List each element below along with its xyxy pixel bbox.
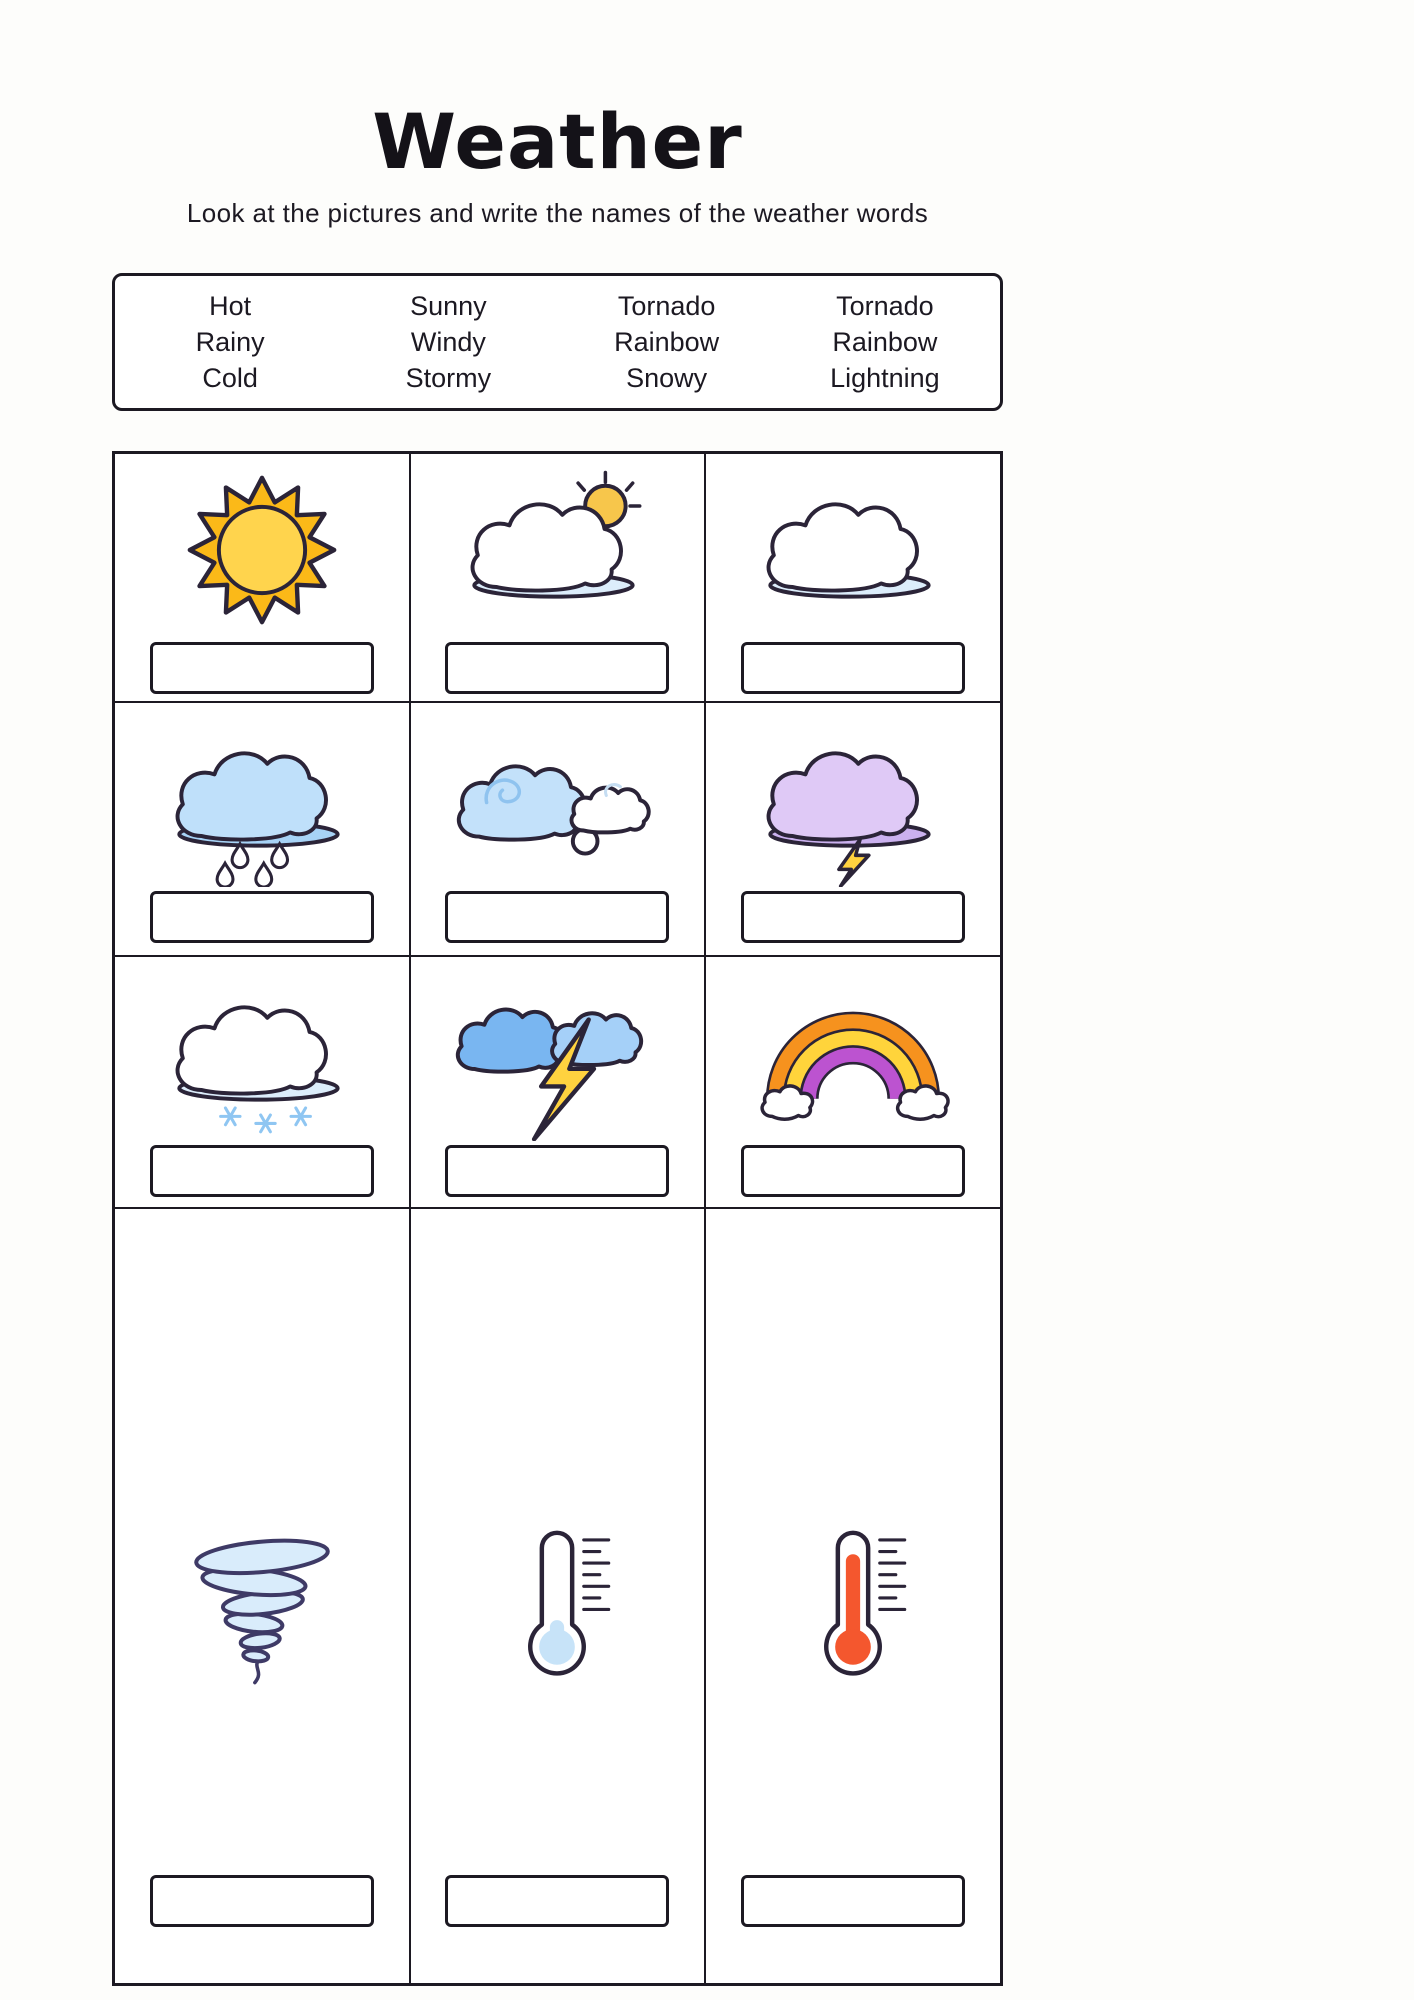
wind-cloud-icon bbox=[450, 711, 664, 887]
word-bank-word: Snowy bbox=[626, 363, 708, 393]
hot-thermometer-icon bbox=[746, 1505, 960, 1689]
grid-cell-cold bbox=[410, 1208, 706, 1984]
grid-cell-snowy bbox=[114, 956, 410, 1208]
answer-box-sunny[interactable] bbox=[150, 642, 374, 694]
grid-cell-cloudy bbox=[705, 453, 1001, 702]
snow-cloud-icon bbox=[155, 965, 369, 1141]
word-bank-word: Cold bbox=[202, 363, 258, 393]
answer-box-hot[interactable] bbox=[741, 1875, 965, 1927]
grid-cell-lightning bbox=[410, 956, 706, 1208]
answer-box-snowy[interactable] bbox=[150, 1145, 374, 1197]
grid-cell-sunny bbox=[114, 453, 410, 702]
word-bank-word: Stormy bbox=[405, 363, 492, 393]
word-bank-word: Lightning bbox=[830, 363, 940, 393]
answer-box-windy[interactable] bbox=[445, 891, 669, 943]
page-title: Weather bbox=[372, 97, 743, 186]
grid-cell-partly-cloudy bbox=[410, 453, 706, 702]
word-bank-word: Tornado bbox=[617, 291, 716, 321]
answer-box-cold[interactable] bbox=[445, 1875, 669, 1927]
cloud-icon bbox=[746, 462, 960, 638]
word-bank bbox=[112, 273, 1003, 411]
answer-box-stormy[interactable] bbox=[741, 891, 965, 943]
grid-cell-rainbow bbox=[705, 956, 1001, 1208]
word-bank-word: Sunny bbox=[410, 291, 487, 321]
rainbow-icon bbox=[746, 965, 960, 1141]
grid-cell-windy bbox=[410, 702, 706, 956]
answer-box-cloudy[interactable] bbox=[741, 642, 965, 694]
word-bank-word: Rainbow bbox=[614, 327, 720, 357]
sun-behind-cloud-icon bbox=[450, 462, 664, 638]
word-bank-word: Windy bbox=[410, 327, 486, 357]
page-subtitle: Look at the pictures and write the names of the weather words bbox=[186, 198, 929, 228]
grid-cell-rainy bbox=[114, 702, 410, 956]
clouds-lightning-bolt-icon bbox=[450, 965, 664, 1141]
rain-cloud-icon bbox=[155, 711, 369, 887]
storm-cloud-lightning-icon bbox=[746, 711, 960, 887]
picture-grid bbox=[112, 451, 1003, 1986]
word-bank-word: Rainbow bbox=[832, 327, 938, 357]
grid-cell-stormy bbox=[705, 702, 1001, 956]
answer-box-partly-cloudy[interactable] bbox=[445, 642, 669, 694]
grid-cell-tornado bbox=[114, 1208, 410, 1984]
word-bank-word: Tornado bbox=[836, 291, 934, 321]
word-bank-word: Hot bbox=[209, 291, 252, 321]
answer-box-lightning[interactable] bbox=[445, 1145, 669, 1197]
tornado-icon bbox=[155, 1505, 369, 1689]
answer-box-rainbow[interactable] bbox=[741, 1145, 965, 1197]
grid-cell-hot bbox=[705, 1208, 1001, 1984]
answer-box-tornado[interactable] bbox=[150, 1875, 374, 1927]
sun-icon bbox=[155, 462, 369, 638]
answer-box-rainy[interactable] bbox=[150, 891, 374, 943]
cold-thermometer-icon bbox=[450, 1505, 664, 1689]
word-bank-word: Rainy bbox=[195, 327, 265, 357]
worksheet bbox=[112, 0, 1003, 1986]
